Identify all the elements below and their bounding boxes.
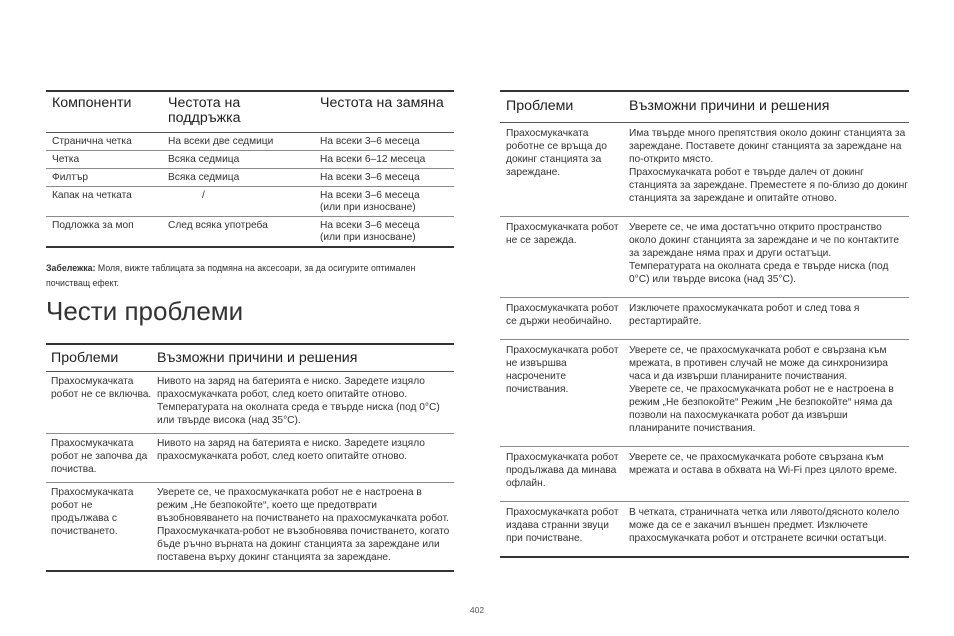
problems-table-right [500, 90, 909, 558]
solution-cell: Има твърде много препятствия около докинг станцията за зареждане. Поставете докинг станцията за зареждане на по-открито място. Прахосмукачката робот е твърде далеч от докинг станцията за зареждане. Преместете я по-близо до докинг станцията за зареждане и опитайте отново. [623, 123, 909, 217]
maintenance-header-replacement-frequency: Честота на замяна [320, 95, 444, 111]
maintenance-header-maintenance-frequency: Честота на поддръжка [168, 95, 241, 126]
solution-cell: Нивото на заряд на батерията е ниско. Заредете изцяло прахосмукачката робот, след което опитайте отново. Температурата на околната среда е твърде ниска (под 0°C) или твърде висока (над 35°C). [152, 372, 454, 434]
problems-left-header-row [46, 344, 454, 372]
replacement-frequency-cell: На всеки 3–6 месеца [314, 132, 454, 150]
table-row [500, 340, 909, 447]
problem-cell: Прахосмукачката робот не се включва. [46, 372, 152, 434]
maintenance-table [46, 90, 454, 248]
problems-right-header-solution: Възможни причини и решения [629, 98, 830, 114]
table-row [46, 434, 454, 483]
table-row [46, 186, 454, 216]
problem-cell: Прахосмукачката робот продължава да минава офлайн. [500, 447, 623, 502]
problem-cell: Прахосмукачката робот не извършва насрочените почиствания. [500, 340, 623, 447]
problems-table-left [46, 343, 454, 572]
maintenance-frequency-cell: След всяка употреба [162, 216, 314, 247]
solution-cell: Нивото на заряд на батерията е ниско. Заредете изцяло прахосмукачката робот, след което опитайте отново. [152, 434, 454, 483]
problems-left-header-problem: Проблеми [51, 350, 119, 366]
page-number: 402 [469, 605, 485, 615]
section-title: Чести проблеми [46, 296, 244, 326]
component-cell: Филтър [46, 168, 162, 186]
note-label: Забележка: [46, 262, 96, 273]
problem-cell: Прахосмукачката робот се държи необичайно. [500, 298, 623, 340]
problem-cell: Прахосмукачката роботне се връща до докинг станцията за зареждане. [500, 123, 623, 217]
replacement-frequency-cell: На всеки 3–6 месеца (или при износване) [314, 186, 454, 216]
replacement-frequency-cell: На всеки 3–6 месеца (или при износване) [314, 216, 454, 247]
table-row [46, 150, 454, 168]
replacement-frequency-cell: На всеки 6–12 месеца [314, 150, 454, 168]
problems-right-header-problem: Проблеми [506, 98, 574, 114]
maintenance-frequency-cell: На всеки две седмици [162, 132, 314, 150]
component-cell: Подложка за моп [46, 216, 162, 247]
problems-left-header-solution: Възможни причини и решения [157, 350, 358, 366]
component-cell: Странична четка [46, 132, 162, 150]
solution-cell: Уверете се, че прахосмукачката роботе свързана към мрежата и остава в обхвата на Wi-Fi през цялото време. [623, 447, 909, 502]
maintenance-frequency-cell: / [162, 186, 314, 216]
component-cell: Капак на четката [46, 186, 162, 216]
maintenance-note [46, 261, 458, 291]
problems-table-left-container [46, 343, 454, 572]
solution-cell: Уверете се, че има достатъчно открито пространство около докинг станцията за зареждане и че по контактите за зареждане няма прах и други остатъци. Температурата на околната среда е твърде ниска (под 0°C) или твърде висока (над 35°C). [623, 217, 909, 298]
solution-cell: Изключете прахосмукачката робот и след това я рестартирайте. [623, 298, 909, 340]
solution-cell: Уверете се, че прахосмукачката робот не е настроена в режим „Не безпокойте“, което ще предотврати възобновяването на почистването на прахосмукачката робот. Прахосмукачката-робот не възобновява почистването, когато бъде ръчно върната на докинг станцията за зареждане или поставена върху докинг станцията за зареждане. [152, 483, 454, 572]
replacement-frequency-cell: На всеки 3–6 месеца [314, 168, 454, 186]
problem-cell: Прахосмукачката робот не започва да почиства. [46, 434, 152, 483]
maintenance-table-container [46, 90, 454, 248]
solution-cell: В четката, страничната четка или лявото/дясното колело може да се е закачил външен предмет. Изключете прахосмукачката робот и отстранете всички остатъци. [623, 502, 909, 558]
table-row [46, 168, 454, 186]
table-row [500, 217, 909, 298]
problem-cell: Прахосмукачката робот не продължава с почистването. [46, 483, 152, 572]
table-row [46, 372, 454, 434]
table-row [46, 483, 454, 572]
problems-right-header-row [500, 91, 909, 123]
table-row [500, 502, 909, 558]
table-row [500, 298, 909, 340]
maintenance-header-row [46, 91, 454, 132]
table-row [46, 216, 454, 247]
maintenance-frequency-cell: Всяка седмица [162, 168, 314, 186]
note-text: Моля, вижте таблицата за подмяна на аксесоари, за да осигурите оптимален почистващ ефект. [46, 262, 416, 288]
maintenance-frequency-cell: Всяка седмица [162, 150, 314, 168]
table-row [500, 447, 909, 502]
solution-cell: Уверете се, че прахосмукачката робот е свързана към мрежата, в противен случай не може да синхронизира часа и да извърши планираните почиствания. Уверете се, че прахосмукачката робот не е настроена в режим „Не безпокойте“ Режим „Не безпокойте“ няма да позволи на пахосмукачката робот да извърши планираните почиствания. [623, 340, 909, 447]
problem-cell: Прахосмукачката робот издава странни звуци при почистване. [500, 502, 623, 558]
maintenance-header-components: Компоненти [52, 95, 132, 111]
problem-cell: Прахосмукачката робот не се зарежда. [500, 217, 623, 298]
table-row [500, 123, 909, 217]
component-cell: Четка [46, 150, 162, 168]
problems-table-right-container [500, 90, 909, 558]
table-row [46, 132, 454, 150]
